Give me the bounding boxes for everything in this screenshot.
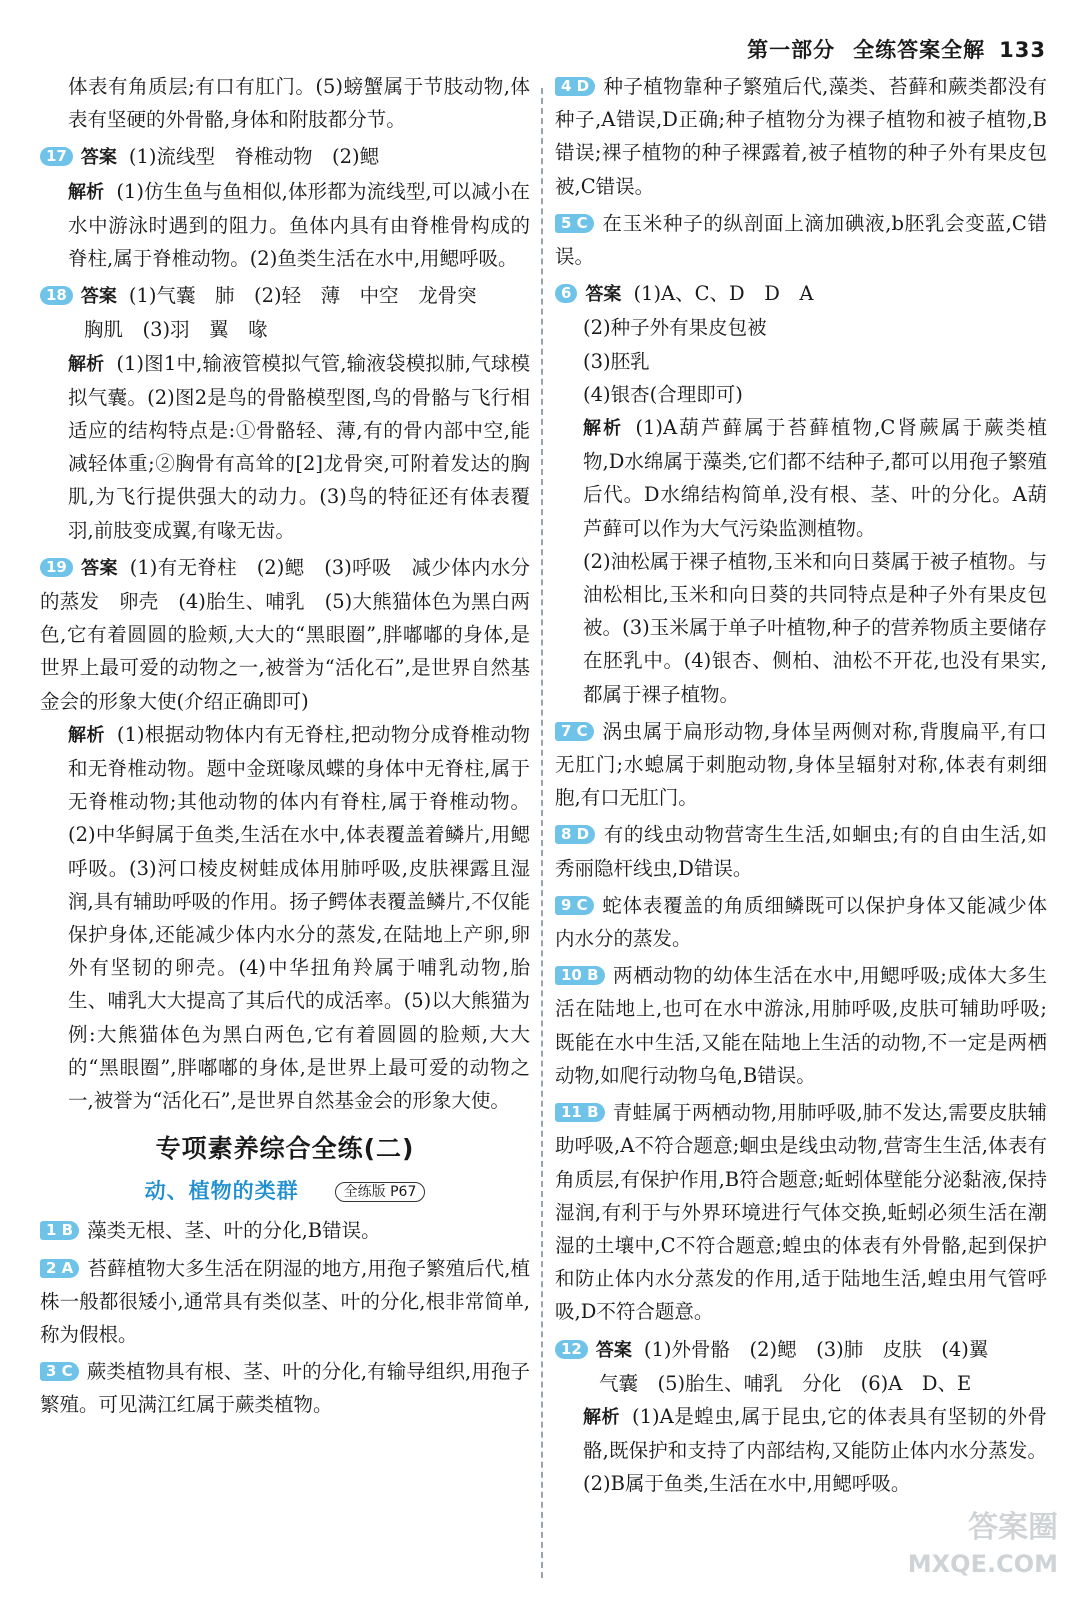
page-header [747,34,1046,64]
question-text: 涡虫属于扁形动物,身体呈两侧对称,背腹扁平,有口无肛门;水螅属于刺胞动物,身体呈辐射对称,体表有刺细胞,有口无肛门。 [555,719,1047,810]
question-text: 藻类无根、茎、叶的分化,B错误。 [87,1219,381,1243]
explanation-label: 解析 [583,1406,620,1428]
answer-text: (1)流线型 脊椎动物 (2)鳃 [128,145,380,169]
answer-line-3: (3)胚乳 [583,349,650,373]
question-number-badge: 8 D [555,825,595,844]
question-6 [555,277,1047,711]
question-10 [555,959,1047,1092]
question-18 [40,279,530,547]
question-11 [555,1096,1047,1328]
question-12 [555,1333,1047,1501]
question-5 [555,207,1047,273]
question-number-badge: 5 C [555,214,594,233]
question-text: 蕨类植物具有根、茎、叶的分化,有输导组织,用孢子繁殖。可见满江红属于蕨类植物。 [40,1360,530,1417]
question-19 [40,551,530,1117]
question-text: 在玉米种子的纵剖面上滴加碘液,b胚乳会变蓝,C错误。 [555,211,1047,269]
question-number-badge: 3 C [40,1362,79,1381]
question-text: 种子植物靠种子繁殖后代,藻类、苔藓和蕨类都没有种子,A错误,D正确;种子植物分为裸子植物和被子植物,B错误;裸子植物的种子裸露着,被子植物的种子外有果皮包被,C错误。 [555,75,1047,198]
answer-line-4: (4)银杏(合理即可) [583,382,743,406]
answer-label: 答案 [80,286,117,308]
question-number-badge: 1 B [40,1221,79,1240]
question-2 [40,1252,530,1352]
question-number-badge: 4 D [555,77,595,96]
left-column [40,70,530,1426]
question-7 [555,715,1047,815]
answer-text: (1)有无脊柱 (2)鳃 (3)呼吸 减少体内水分的蒸发 卵壳 (4)胎生、哺乳 (5)大熊猫体色为黑白两色,它有着圆圆的脸颊,大大的“黑眼圈”,胖嘟嘟的身体,是世界上最可爱的动物之一,被誉为“活化石”,是世界自然基金会的形象大使(介绍正确即可) [40,555,531,713]
question-17 [40,140,530,275]
answer-text-cont: 胸肌 (3)羽 翼 喙 [84,318,268,342]
question-4 [555,70,1047,203]
explanation-label: 解析 [68,724,105,746]
answer-label: 答案 [80,557,118,579]
question-number-badge: 18 [40,286,73,305]
question-number-badge: 2 A [40,1259,79,1278]
right-column [555,70,1047,1505]
question-number-badge: 7 C [555,722,594,741]
question-8 [555,818,1047,884]
answer-label: 答案 [585,284,622,306]
question-1 [40,1214,530,1247]
header-part: 第一部分 [747,38,836,62]
answer-label: 答案 [595,1339,632,1361]
question-number-badge: 12 [555,1340,588,1359]
page-number: 133 [999,38,1046,62]
explanation-text: (1)图1中,输液管模拟气管,输液袋模拟肺,气球模拟气囊。(2)图2是鸟的骨骼模型图,鸟的骨骼与飞行相适应的结构特点是:①骨骼轻、薄,有的骨内部中空,能减轻体重;②胸骨有高耸的[2]龙骨突,可附着发达的胸肌,为飞行提供强大的动力。(3)鸟的特征还有体表覆羽,前肢变成翼,有喙无齿。 [68,351,531,542]
reference-tag: 全练版 P67 [335,1182,426,1202]
question-number-badge: 9 C [555,896,594,915]
watermark-url: MXQE.COM [907,1550,1058,1578]
explanation-label: 解析 [68,181,105,203]
question-text: 两栖动物的幼体生活在水中,用鳃呼吸;成体大多生活在陆地上,也可在水中游泳,用肺呼吸,皮肤可辅助呼吸;既能在水中生活,又能在陆地上生活的动物,不一定是两栖动物,如爬行动物乌龟,B错误。 [555,964,1047,1087]
answer-line-2: (2)种子外有果皮包被 [583,316,767,340]
question-text: 蛇体表覆盖的角质细鳞既可以保护身体又能减少体内水分的蒸发。 [555,893,1047,951]
continued-text: 体表有角质层;有口有肛门。(5)螃蟹属于节肢动物,体表有坚硬的外骨骼,身体和附肢都分节。 [68,75,530,132]
explanation-label: 解析 [583,418,624,440]
section-title: 专项素养综合全练(二) [155,1134,415,1164]
question-number-badge: 17 [40,147,73,166]
question-number-badge: 11 B [555,1103,605,1122]
subsection-header [40,1173,530,1210]
explanation-text: (1)根据动物体内有无脊柱,把动物分成脊椎动物和无脊椎动物。题中金斑喙凤蝶的身体中无脊柱,属于无脊椎动物;其他动物的体内有脊柱,属于脊椎动物。(2)中华鲟属于鱼类,生活在水中,体表覆盖着鳞片,用鳃呼吸。(3)河口棱皮树蛙成体用肺呼吸,皮肤裸露且湿润,具有辅助呼吸的作用。扬子鳄体表覆盖鳞片,不仅能保护身体,还能减少体内水分的蒸发,在陆地上产卵,卵外有坚韧的卵壳。(4)中华扭角羚属于哺乳动物,胎生、哺乳大大提高了其后代的成活率。(5)以大熊猫为例:大熊猫体色为黑白两色,它有着圆圆的脸颊,大大的“黑眼圈”,胖嘟嘟的身体,是世界上最可爱的动物之一,被誉为“活化石”,是世界自然基金会的形象大使。 [68,722,531,1113]
explanation-text-cont: (2)油松属于裸子植物,玉米和向日葵属于被子植物。与油松相比,玉米和向日葵的共同特点是种子外有果皮包被。(3)玉米属于单子叶植物,种子的营养物质主要储存在胚乳中。(4)银杏、侧柏、油松不开花,也没有果实,都属于裸子植物。 [583,549,1047,706]
question-text: 有的线虫动物营寄生生活,如蛔虫;有的自由生活,如秀丽隐杆线虫,D错误。 [555,823,1047,880]
question-9 [555,889,1047,955]
answer-label: 答案 [80,147,117,169]
column-divider [541,88,543,1578]
question-number-badge: 10 B [555,966,605,985]
watermark [908,1510,1058,1582]
answer-text-cont: 气囊 (5)胎生、哺乳 分化 (6)A D、E [599,1371,972,1395]
explanation-text: (1)A是蝗虫,属于昆虫,它的体表具有坚韧的外骨骼,既保护和支持了内部结构,又能防止体内水分蒸发。(2)B属于鱼类,生活在水中,用鳃呼吸。 [583,1404,1048,1496]
answer-text: (1)气囊 肺 (2)轻 薄 中空 龙骨突 [128,284,477,308]
watermark-logo-text: 答案圈 [968,1510,1058,1545]
question-text: 青蛙属于两栖动物,用肺呼吸,肺不发达,需要皮肤辅助呼吸,A不符合题意;蛔虫是线虫动物,营寄生生活,体表有角质层,有保护作用,B符合题意;蚯蚓体壁能分泌黏液,保持湿润,有利于与外界环境进行气体交换,蚯蚓必须生活在潮湿的土壤中,C不符合题意;蝗虫的体表有外骨骼,起到保护和防止体内水分蒸发的作用,适于陆地生活,蝗虫用气管呼吸,D不符合题意。 [555,1101,1047,1324]
question-number-badge: 6 [555,284,577,303]
answer-text: (1)A、C、D D A [633,282,814,306]
subsection-title: 动、植物的类群 [144,1179,299,1204]
answer-text: (1)外骨骼 (2)鳃 (3)肺 皮肤 (4)翼 [643,1337,989,1361]
header-book: 全练答案全解 [853,38,986,62]
question-number-badge: 19 [40,558,73,577]
explanation-text: (1)仿生鱼与鱼相似,体形都为流线型,可以减小在水中游泳时遇到的阻力。鱼体内具有由脊椎骨构成的脊柱,属于脊椎动物。(2)鱼类生活在水中,用鳃呼吸。 [68,179,530,271]
explanation-label: 解析 [68,353,105,375]
question-text: 苔藓植物大多生活在阴湿的地方,用孢子繁殖后代,植株一般都很矮小,通常具有类似茎、叶的分化,根非常简单,称为假根。 [40,1256,530,1346]
question-3 [40,1355,530,1421]
explanation-text: (1)A葫芦藓属于苔藓植物,C肾蕨属于蕨类植物,D水绵属于藻类,它们都不结种子,都可以用孢子繁殖后代。D水绵结构简单,没有根、茎、叶的分化。A葫芦藓可以作为大气污染监测植物。 [583,416,1048,540]
